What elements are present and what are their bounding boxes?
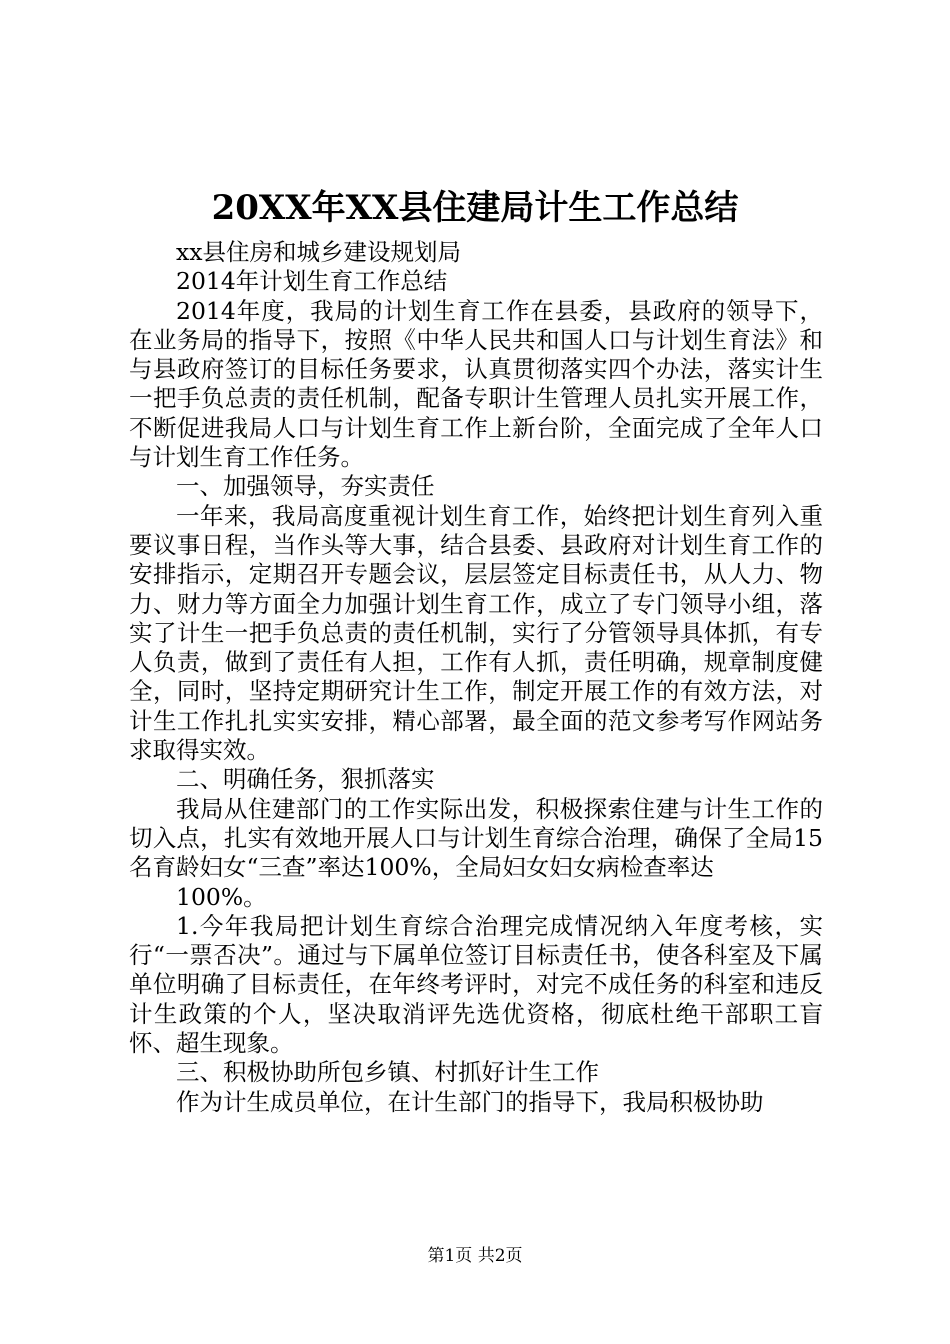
document-title: 20XX年XX县住建局计生工作总结 [211, 188, 739, 228]
section-heading-2: 二、明确任务，狠抓落实 [176, 765, 435, 794]
paragraph-intro: 2014年度，我局的计划生育工作在县委，县政府的领导下，在业务局的指导下，按照《中华人民共和国人口与计划生育法》和与县政府签订的目标任务要求，认真贯彻落实四个办法，落实计生一把手负总责的责任机制，配备专职计生管理人员扎实开展工作，不断促进我局人口与计划生育工作上新台阶，全面完成了全年人口与计划生育工作任务。 [129, 296, 823, 472]
paragraph-org-name: xx县住房和城乡建设规划局 [176, 238, 462, 266]
paragraph-section-1: 一年来，我局高度重视计划生育工作，始终把计划生育列入重要议事日程，当作头等大事，结合县委、县政府对计划生育工作的安排指示，定期召开专题会议，层层签定目标责任书，从人力、物力、财力等方面全力加强计划生育工作，成立了专门领导小组，落实了计生一把手负总责的责任机制，实行了分管领导具体抓，有专人负责，做到了责任有人担，工作有人抓，责任明确，规章制度健全，同时，坚持定期研究计生工作，制定开展工作的有效方法，对计生工作扎扎实实安排，精心部署，最全面的范文参考写作网站务求取得实效。 [129, 501, 823, 765]
paragraph-item-1: 1.今年我局把计划生育综合治理完成情况纳入年度考核，实行“一票否决”。通过与下属单位签订目标责任书，使各科室及下属单位明确了目标责任，在年终考评时，对完不成任务的科室和违反计生政策的个人，坚决取消评先选优资格，彻底杜绝干部职工盲怀、超生现象。 [129, 911, 823, 1058]
document-body [129, 238, 823, 1117]
page-footer: 第1页 共2页 [427, 1246, 523, 1266]
paragraph-subtitle: 2014年计划生育工作总结 [176, 267, 448, 296]
section-heading-1: 一、加强领导，夯实责任 [176, 472, 435, 501]
paragraph-section-2: 我局从住建部门的工作实际出发，积极探索住建与计生工作的切入点，扎实有效地开展人口与计划生育综合治理，确保了全局15名育龄妇女“三查”率达100%，全局妇女妇女病检查率达 [129, 794, 823, 882]
section-heading-3: 三、积极协助所包乡镇、村抓好计生工作 [176, 1058, 599, 1087]
paragraph-rate: 100%。 [176, 882, 267, 911]
paragraph-section-3: 作为计生成员单位，在计生部门的指导下，我局积极协助 [176, 1087, 764, 1116]
